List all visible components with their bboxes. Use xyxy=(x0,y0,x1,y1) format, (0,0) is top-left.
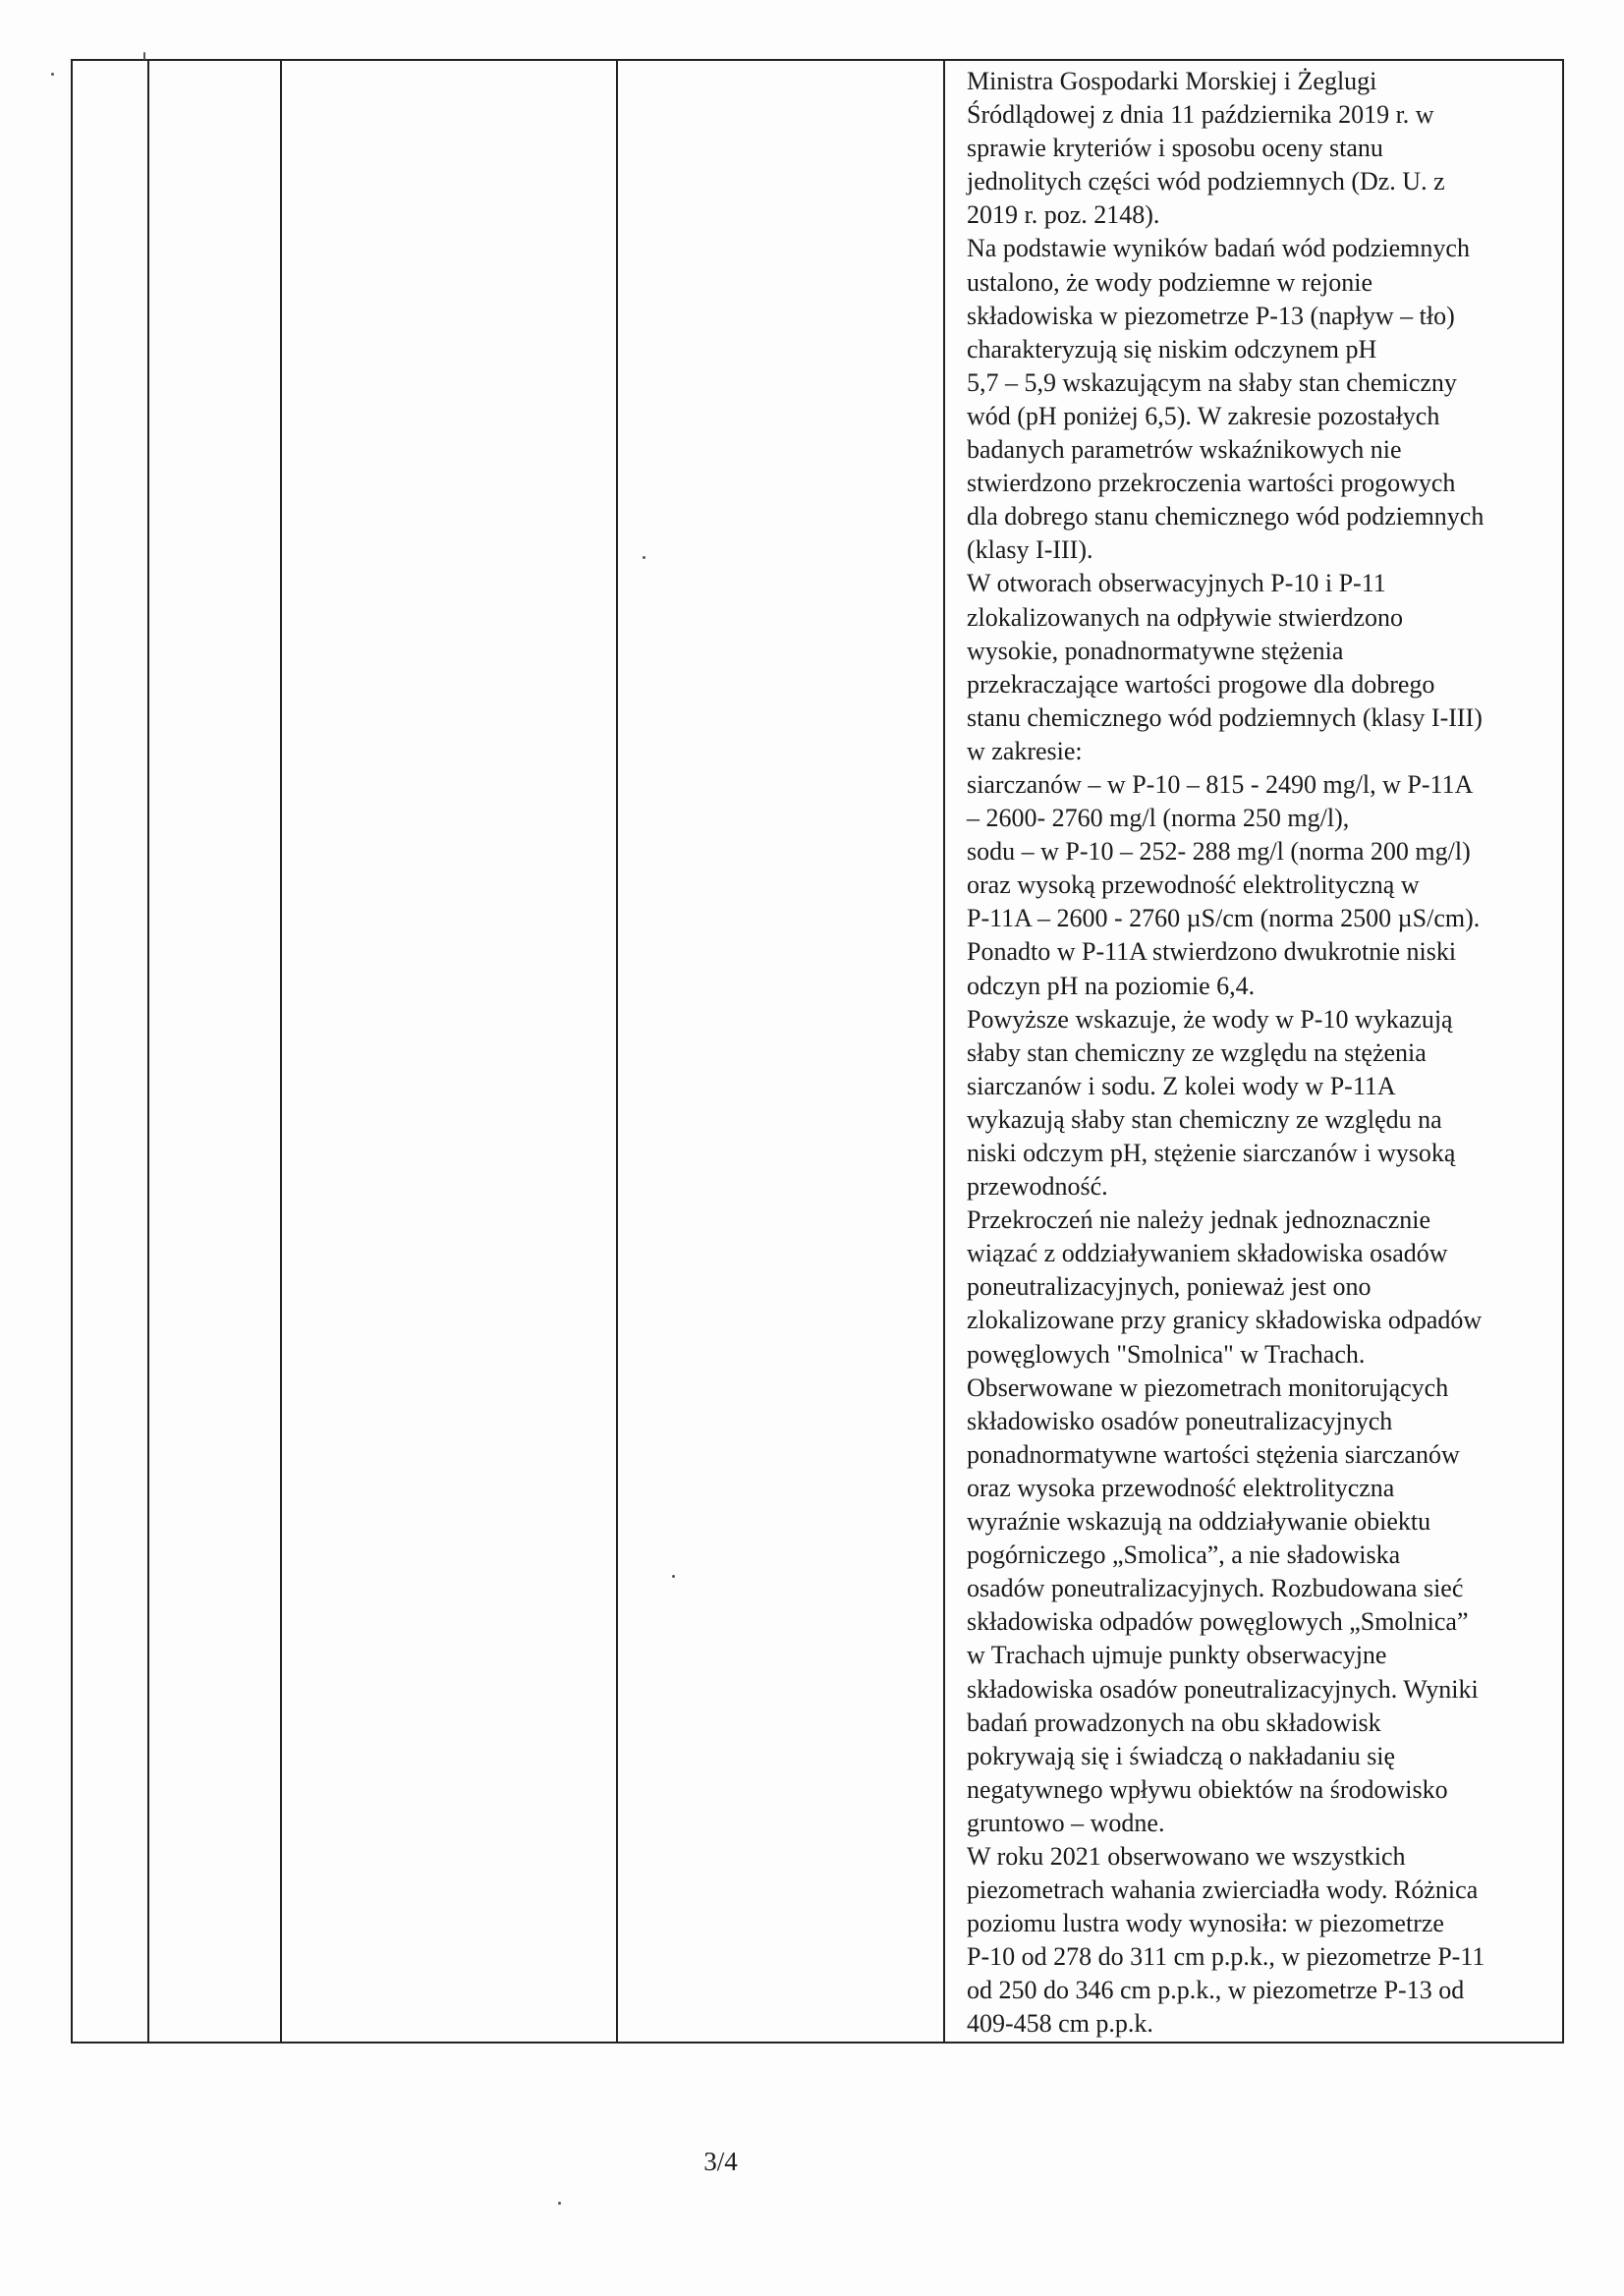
table-cell-3 xyxy=(281,60,617,2043)
paragraph-legal-basis: Ministra Gospodarki Morskiej i Żeglugi Śródlądowej z dnia 11 października 2019 r. w sprawie kryteriów i sposobu oceny stanu jednolitych części wód podziemnych (Dz. U. z 2019 r. poz. 2148). xyxy=(967,67,1445,230)
table-row xyxy=(72,60,1563,2043)
table-cell-1 xyxy=(72,60,148,2043)
paragraph-background-well: Na podstawie wyników badań wód podziemnych ustalono, że wody podziemne w rejonie składowiska w piezometrze P-13 (napływ – tło) charakteryzują się niskim odczynem pH 5,7 – 5,9 wskazującym na słaby stan chemiczny wód (pH poniżej 6,5). W zakresie pozostałych badanych parametrów wskaźnikowych nie stwierdzono przekroczenia wartości progowych dla dobrego stanu chemicznego wód podziemnych (klasy I-III). xyxy=(967,234,1484,565)
paragraph-observations: Obserwowane w piezometrach monitorujących składowisko osadów poneutralizacyjnych ponadnormatywne wartości stężenia siarczanów oraz wysoka przewodność elektrolityczna wyraźnie wskazują na oddziaływanie obiektu pogórniczego „Smolica”, a nie sładowiska osadów poneutralizacyjnych. Rozbudowana sieć składowiska odpadów powęglowych „Smolnica” w Trachach ujmuje punkty obserwacyjne składowiska osadów poneutralizacyjnych. Wyniki badań prowadzonych na obu składowisk pokrywają się i świadczą o nakładaniu się negatywnego wpływu obiektów na środowisko gruntowo – wodne. xyxy=(967,1372,1479,1837)
paragraph-outflow-wells: W otworach obserwacyjnych P-10 i P-11 zlokalizowanych na odpływie stwierdzono wysokie, ponadnormatywne stężenia przekraczające wartości progowe dla dobrego stanu chemicznego wód podziemnych (klasy I-III) w zakresie: siarczanów – w P-10 – 815 - 2490 mg/l, w P-11A – 2600- 2760 mg/l (norma 250 mg/l), sodu – w P-10 – 252- 288 mg/l (norma 200 mg/l) oraz wysoką przewodność elektrolityczną w P-11A – 2600 - 2760 µS/cm (norma 2500 µS/cm). Ponadto w P-11A stwierdzono dwukrotnie niski odczyn pH na poziomie 6,4. xyxy=(967,569,1483,1000)
table-cell-2 xyxy=(148,60,281,2043)
scan-speck xyxy=(143,52,145,60)
paragraph-exceedances: Przekroczeń nie należy jednak jednoznacznie wiązać z oddziaływaniem składowiska osadów poneutralizacyjnych, ponieważ jest ono zlokalizowane przy granicy składowiska odpadów powęglowych "Smolnica" w Trachach. xyxy=(967,1205,1483,1369)
scan-speck xyxy=(643,556,645,559)
paragraph-chemical-status: Powyższe wskazuje, że wody w P-10 wykazują słaby stan chemiczny ze względu na stężenia siarczanów i sodu. Z kolei wody w P-11A wykazują słaby stan chemiczny ze względu na niski odczym pH, stężenie siarczanów i wysoką przewodność. xyxy=(967,1004,1456,1202)
table-cell-description xyxy=(944,60,1563,2043)
table-cell-4 xyxy=(617,60,944,2043)
page-number: 3/4 xyxy=(703,2147,738,2176)
scan-speck xyxy=(672,1575,675,1578)
scan-speck xyxy=(51,73,54,76)
description-text xyxy=(945,63,1562,2042)
paragraph-water-levels: W roku 2021 obserwowano we wszystkich piezometrach wahania zwierciadła wody. Różnica poziomu lustra wody wynosiła: w piezometrze P-10 od 278 do 311 cm p.p.k., w piezometrze P-11 od 250 do 346 cm p.p.k., w piezometrze P-13 od 409-458 cm p.p.k. xyxy=(967,1841,1485,2039)
report-table xyxy=(71,59,1564,2044)
scan-speck xyxy=(558,2202,561,2205)
